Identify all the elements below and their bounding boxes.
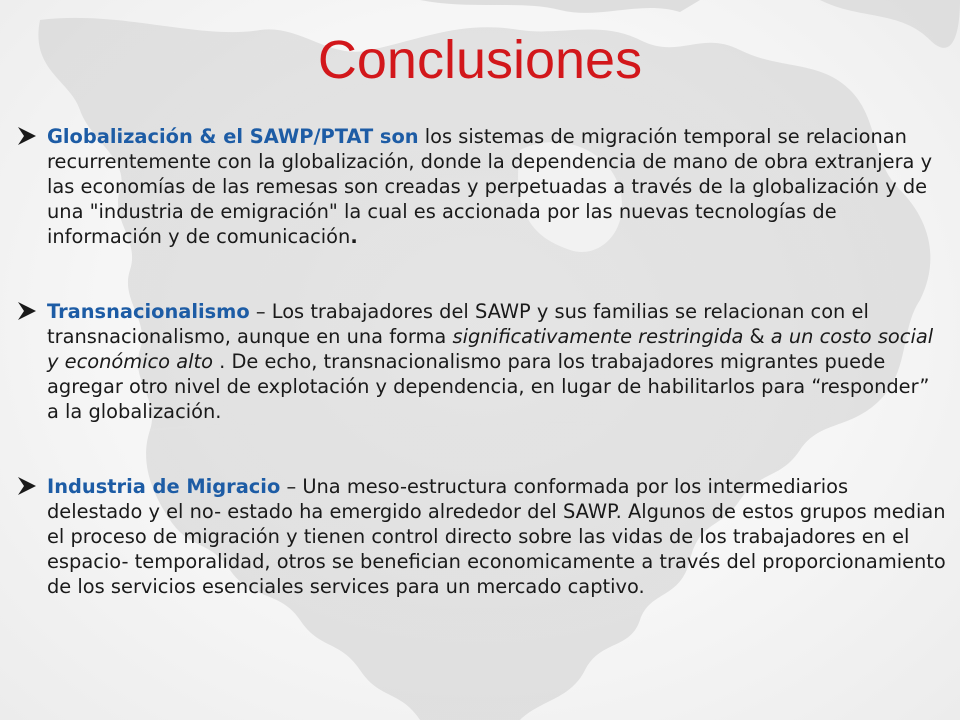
bullet-lead: Industria de Migracio [47,475,281,498]
bullet-text: . De echo, transnacionalismo para los trabajadores migrantes puede agregar otro nivel de explotación y dependencia, en lugar de habilitarlos para “responder” a la globalización. [47,350,930,423]
bullet-industria-migracion [16,474,946,599]
bullet-italic-text: a un costo social y económico alto [47,325,934,373]
bullet-end: . [350,225,358,248]
arrowhead-bullet-icon [16,125,38,147]
bullet-text: Los trabajadores del SAWP y sus familias se relacionan con el transnacionalismo, aunque en una forma [47,300,869,348]
bullet-globalizacion [16,124,946,249]
bullet-text: los sistemas de migración temporal se relacionan recurrentemente con la globalización, donde la dependencia de mano de obra extranjera y las economías de las remesas son creadas y perpetuadas a través de la globalización y de una "industria de emigración" la cual es accionada por las nuevas tecnologías de información y de comunicación [47,125,933,248]
arrowhead-bullet-icon [16,475,38,497]
bullet-lead: Transnacionalismo [47,300,250,323]
bullet-italic-text: significativamente restringida [452,325,744,348]
bullet-list [16,124,946,599]
slide-title: Conclusiones [317,30,643,90]
bullet-lead: Globalización & el SAWP/PTAT son [47,125,419,148]
bullet-transnacionalismo [16,299,946,424]
arctic-islands-shape [420,0,700,13]
bullet-separator: – [249,300,272,323]
bullet-text: & [743,325,771,348]
arrowhead-bullet-icon [16,300,38,322]
bullet-text: Una meso-estructura conformada por los intermediarios delestado y el no- estado ha emergido alrededor del SAWP. Algunos de estos grupos median el proceso de migración y tienen control directo sobre las vidas de los trabajadores en el espacio- temporalidad, otros se benefician economicamente a través del proporcionamiento de los servicios esenciales services para un mercado captivo. [47,475,946,598]
bullet-separator: – [280,475,303,498]
